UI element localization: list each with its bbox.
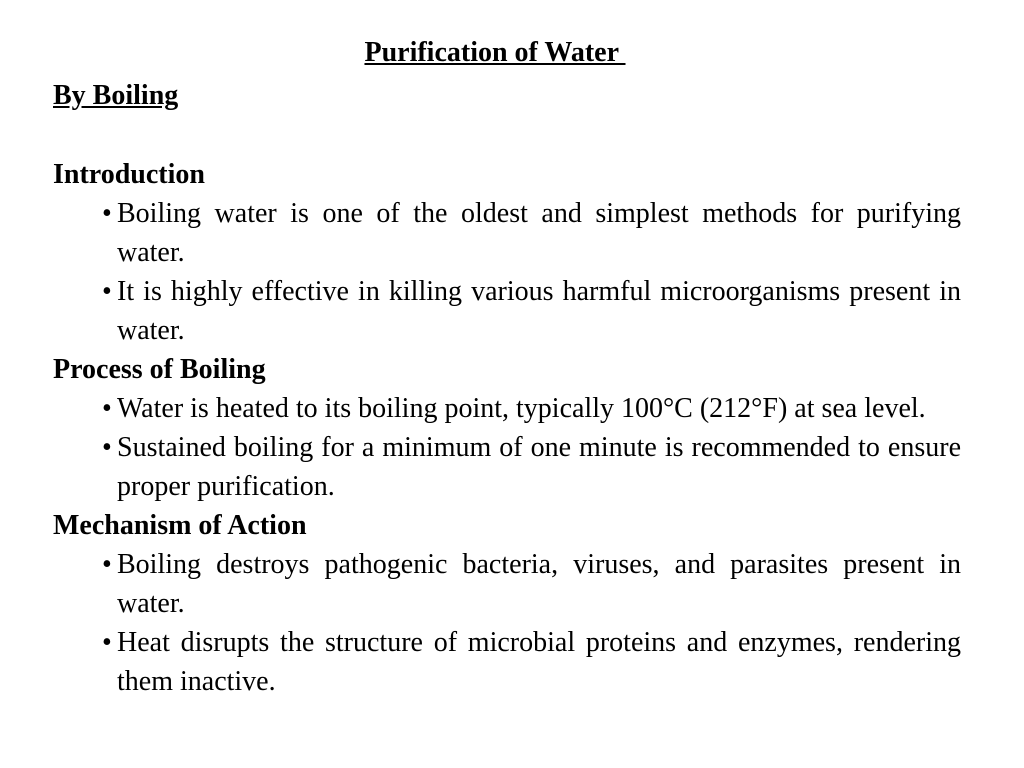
bullet-item [102,623,961,701]
page-subtitle: By Boiling [53,80,179,111]
section-heading-introduction: Introduction [53,159,205,190]
bullet-icon: • [102,627,112,658]
bullet-item [102,272,961,350]
bullet-icon: • [102,549,112,580]
bullet-icon: • [102,198,112,229]
bullet-icon: • [102,393,112,424]
bullet-icon: • [102,276,112,307]
section-heading-process: Process of Boiling [53,354,266,385]
bullet-text: Boiling water is one of the oldest and simplest methods for purifying water. [117,198,961,268]
bullet-text: Water is heated to its boiling point, typically 100°C (212°F) at sea level. [117,393,926,424]
section-heading-mechanism: Mechanism of Action [53,510,307,541]
bullet-text: Sustained boiling for a minimum of one minute is recommended to ensure proper purification. [117,432,961,502]
content-body [53,155,961,701]
bullet-item [102,389,961,428]
bullet-text: Heat disrupts the structure of microbial proteins and enzymes, rendering them inactive. [117,627,961,697]
bullet-text: Boiling destroys pathogenic bacteria, viruses, and parasites present in water. [117,549,961,619]
bullet-item [102,194,961,272]
bullet-item [102,545,961,623]
page-title: Purification of Water [364,37,626,68]
bullet-item [102,428,961,506]
bullet-icon: • [102,432,112,463]
bullet-text: It is highly effective in killing various harmful microorganisms present in water. [117,276,961,346]
